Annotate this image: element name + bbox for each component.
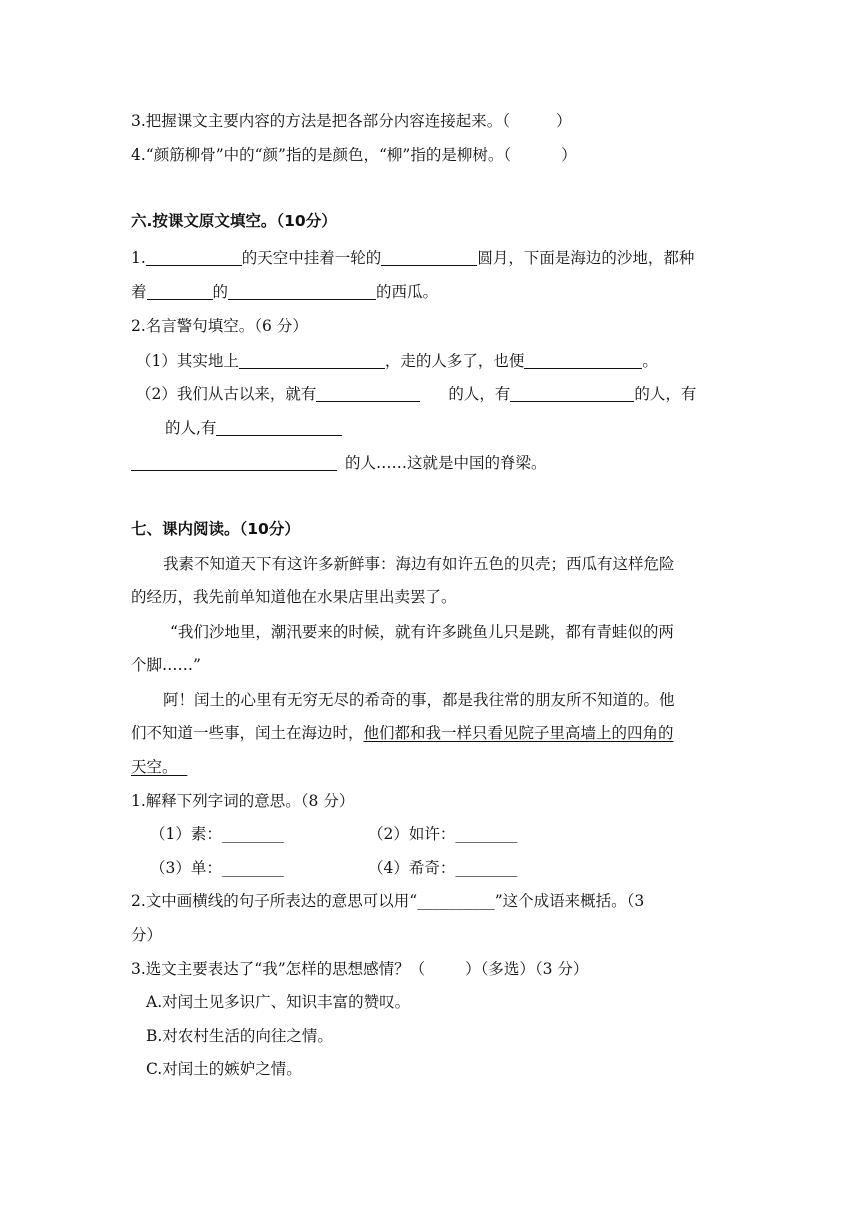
blank[interactable] [228, 282, 376, 300]
blank[interactable]: ________ [455, 825, 518, 843]
blank[interactable]: ________ [221, 859, 284, 877]
section6-q2-b-line3: 的人……这就是中国的脊梁。 [131, 452, 547, 474]
section7-q1-item4: （4）希奇：________ [368, 859, 518, 877]
blank[interactable] [510, 384, 634, 402]
section6-q2-b-line2: 的人,有 [165, 417, 342, 439]
blank[interactable] [381, 248, 477, 266]
section6-q2-b-line1: （2）我们从古以来，就有 的人，有 的人，有 [136, 385, 697, 403]
blank[interactable]: __________ [417, 892, 495, 910]
section7-q3: 3.选文主要表达了“我”怎样的思想感情？（ ）（多选）（3 分） [131, 960, 589, 978]
section7-q1-item1: （1）素：________ [150, 825, 284, 843]
passage-para1-line1: 我素不知道天下有这许多新鲜事：海边有如许五色的贝壳；西瓜有这样危险 [163, 555, 675, 573]
section7-q3-option-b: B.对农村生活的向往之情。 [146, 1027, 333, 1045]
section7-q1-title: 1.解释下列字词的意思。（8 分） [131, 792, 355, 810]
section6-q1-line2: 着 的 的西瓜。 [131, 283, 439, 301]
passage-para3-line2: 们不知道一些事，闰土在海边时，他们都和我一样只看见院子里高墙上的四角的 [131, 724, 674, 742]
underlined-sentence: 他们都和我一样只看见院子里高墙上的四角的 [363, 724, 674, 742]
blank[interactable]: ________ [455, 859, 518, 877]
section7-q2-line2: 分） [131, 926, 163, 944]
section7-heading: 七、课内阅读。（10分） [131, 520, 300, 538]
blank[interactable] [239, 351, 385, 369]
judge-q3: 3.把握课文主要内容的方法是把各部分内容连接起来。（ ） [131, 112, 572, 130]
section6-heading: 六.按课文原文填空。（10分） [131, 212, 337, 230]
passage-para2-line2: 个脚……” [131, 656, 201, 674]
judge-q4: 4.“颜筋柳骨”中的“颜”指的是颜色，“柳”指的是柳树。（ ） [131, 146, 577, 164]
passage-para3-line1: 阿！闰土的心里有无穷无尽的希奇的事，都是我往常的朋友所不知道的。他 [163, 691, 675, 709]
judge-q3-text: 3.把握课文主要内容的方法是把各部分内容连接起来。（ [131, 112, 511, 130]
judge-q4-text: 4.“颜筋柳骨”中的“颜”指的是颜色，“柳”指的是柳树。（ [131, 146, 512, 164]
section6-q2-title: 2.名言警句填空。（6 分） [131, 317, 308, 335]
section7-q3-option-a: A.对闰土见多识广、知识丰富的赞叹。 [146, 993, 411, 1011]
blank[interactable] [131, 453, 337, 471]
underlined-sentence-end: 天空。 [131, 758, 178, 776]
blank[interactable] [316, 384, 420, 402]
blank[interactable] [146, 248, 242, 266]
passage-para3-line3 [131, 756, 187, 778]
blank[interactable] [524, 351, 642, 369]
section7-q1-item3: （3）单：________ [150, 859, 284, 877]
section7-q3-option-c: C.对闰土的嫉妒之情。 [146, 1060, 302, 1078]
section6-q2-a: （1）其实地上 ，走的人多了，也便 。 [136, 352, 658, 370]
blank[interactable]: ________ [221, 825, 284, 843]
passage-para2-line1: “我们沙地里，潮汛要来的时候，就有许多跳鱼儿只是跳，都有青蛙似的两 [170, 623, 674, 641]
blank[interactable] [216, 418, 342, 436]
section6-q1-line1: 1. 的天空中挂着一轮的 圆月，下面是海边的沙地，都种 [131, 249, 695, 267]
section7-q1-item2: （2）如许：________ [368, 825, 518, 843]
passage-para1-line2: 的经历，我先前单知道他在水果店里出卖罢了。 [131, 588, 457, 606]
section7-q2-line1: 2.文中画横线的句子所表达的意思可以用“__________”这个成语来概括。（3 [131, 892, 645, 910]
blank[interactable] [147, 282, 213, 300]
